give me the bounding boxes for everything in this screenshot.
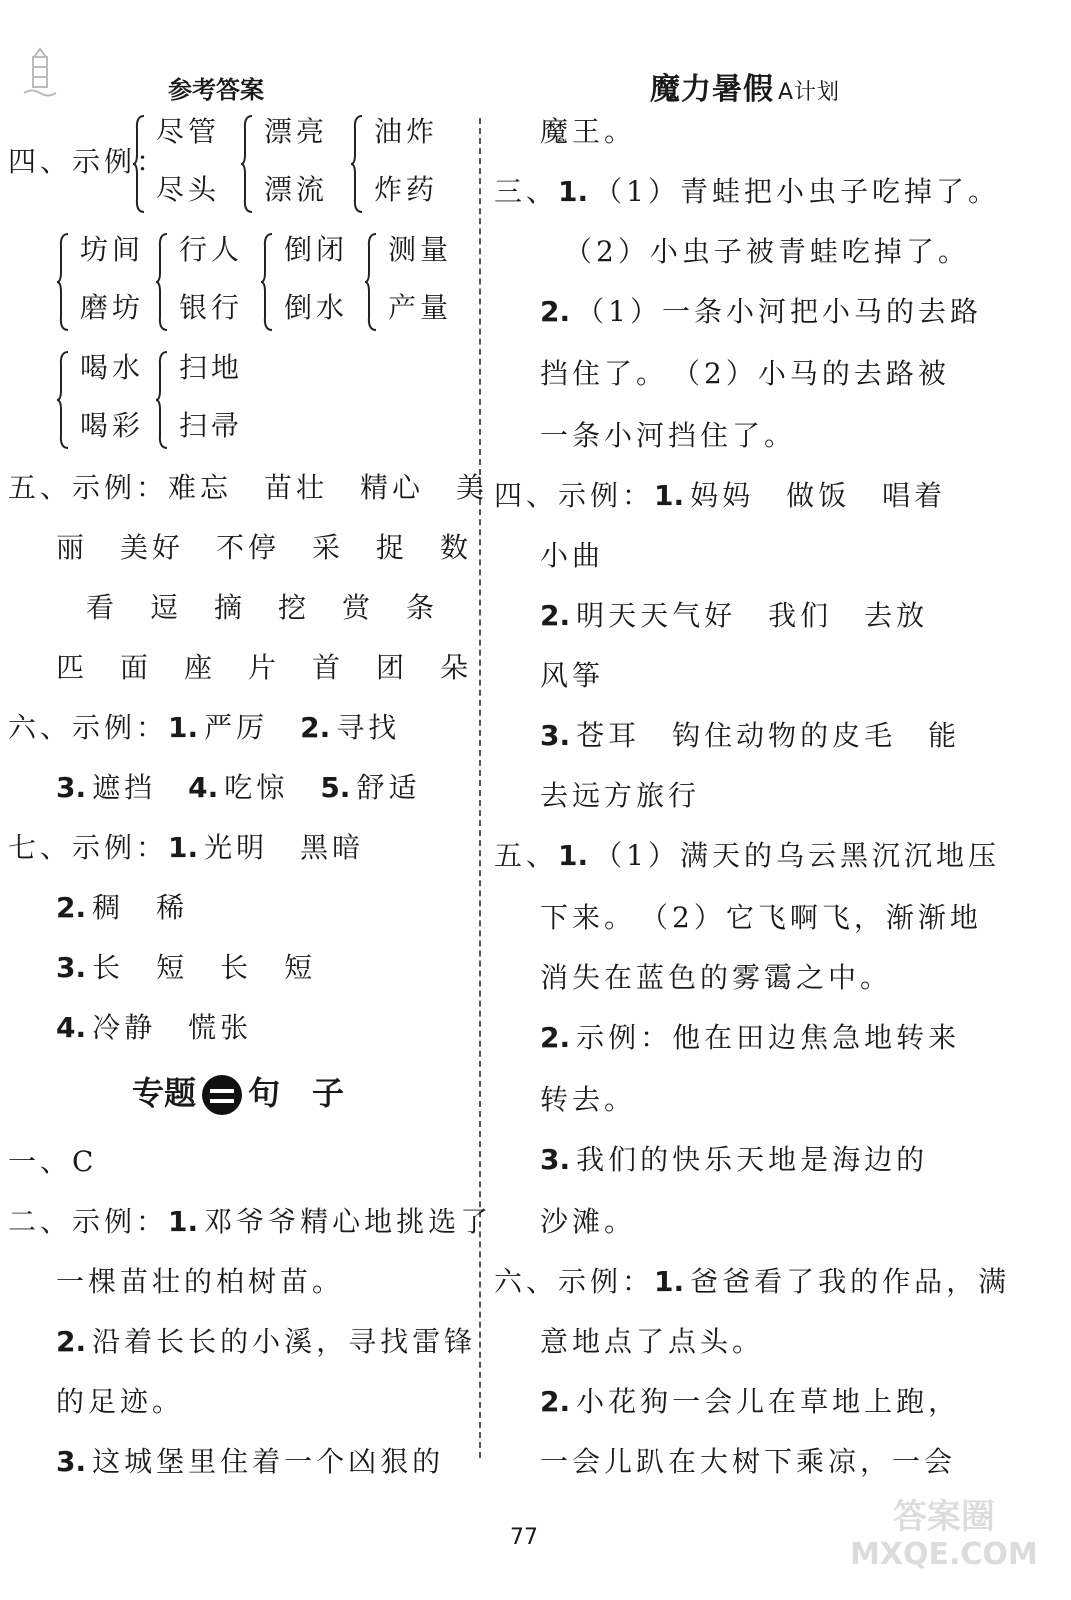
- word-a: 倒闭: [284, 233, 349, 266]
- question-2-line: [8, 1200, 492, 1240]
- item-text: 光明 黑暗: [204, 831, 365, 864]
- right-line: 风筝: [540, 659, 605, 692]
- right-line: 下来。 （2）它飞啊飞，渐渐地: [540, 901, 982, 934]
- question-2-line: [56, 1440, 444, 1480]
- section-5-line: 匹 面 座 片 首 团 朵: [56, 651, 473, 684]
- item-text: （1）满天的乌云黑沉沉地压: [594, 839, 1000, 872]
- question-2-line: 一棵苗壮的柏树苗。: [56, 1265, 345, 1298]
- topic-prefix: 专题: [132, 1074, 197, 1112]
- right-line: 小曲: [540, 539, 605, 572]
- brace-icon: [364, 232, 378, 332]
- right-line: 魔王。: [540, 115, 637, 148]
- word-a: 测量: [388, 233, 453, 266]
- item-number: 3.: [56, 951, 87, 984]
- word-b: 产量: [388, 291, 453, 324]
- question-1: 一、C: [8, 1145, 98, 1178]
- right-line: 转去。: [540, 1083, 637, 1116]
- item-number: 2.: [540, 1385, 571, 1418]
- right-line: 意地点了点头。: [540, 1325, 765, 1358]
- section-5-line: 丽 美好 不停 采 捉 数: [56, 531, 473, 564]
- section-6-line: [56, 766, 420, 806]
- right-line: [494, 170, 1000, 210]
- right-line: [540, 1016, 960, 1056]
- word-a: 扫地: [179, 351, 244, 384]
- right-line: [494, 834, 1000, 874]
- item-text: 苍耳 钩住动物的皮毛 能: [576, 719, 961, 752]
- item-text: 爸爸看了我的作品，满: [690, 1265, 1011, 1298]
- brace-icon: [56, 232, 70, 332]
- item-text: 这城堡里住着一个凶狠的: [92, 1445, 445, 1478]
- section-5-line: 看 逗 摘 挖 赏 条: [86, 591, 439, 624]
- right-line: 一条小河挡住了。: [540, 419, 797, 452]
- item-number: 5.: [320, 771, 351, 804]
- item-text: 我们的快乐天地是海边的: [576, 1143, 929, 1176]
- word-b: 倒水: [284, 291, 349, 324]
- right-line: [494, 474, 946, 514]
- item-text: 小花狗一会儿在草地上跑，: [576, 1385, 961, 1418]
- item-number: 2.: [56, 1325, 87, 1358]
- section-3-label: 三、: [494, 175, 559, 208]
- right-line: 去远方旅行: [540, 779, 701, 812]
- right-line: [540, 714, 960, 754]
- word-a: 尽管: [156, 115, 221, 148]
- brace-icon: [240, 114, 254, 214]
- section-4-label: 四、示例：: [494, 479, 655, 512]
- item-number: 3.: [56, 771, 87, 804]
- section-7-line: [56, 886, 188, 926]
- section-4-label: 四、示例：: [8, 145, 169, 178]
- brace-icon: [260, 232, 274, 332]
- item-number: 2.: [300, 711, 331, 744]
- brand-suffix: A计划: [778, 80, 841, 105]
- brand-name: 魔力暑假: [650, 72, 774, 107]
- topic-title: 句 子: [248, 1074, 345, 1112]
- word-b: 漂流: [264, 173, 329, 206]
- header-title: 参考答案: [168, 76, 264, 104]
- right-line: 一会儿趴在大树下乘凉，一会: [540, 1445, 957, 1478]
- right-line: 消失在蓝色的雾霭之中。: [540, 961, 893, 994]
- item-number: 3.: [540, 1143, 571, 1176]
- section-6-label: 六、示例：: [8, 711, 169, 744]
- brace-icon: [155, 232, 169, 332]
- word-b: 炸药: [374, 173, 439, 206]
- item-text: 严厉: [204, 711, 269, 744]
- right-line: [540, 594, 928, 634]
- page-number: 77: [510, 1525, 538, 1550]
- word-b: 喝彩: [80, 409, 145, 442]
- word-a: 喝水: [80, 351, 145, 384]
- item-number: 1.: [558, 175, 589, 208]
- item-text: 妈妈 做饭 唱着: [690, 479, 947, 512]
- right-line: （2）小虫子被青蛙吃掉了。: [564, 235, 970, 268]
- section-5-label: 五、: [494, 839, 559, 872]
- brace-icon: [56, 350, 70, 450]
- item-text: 冷静 慌张: [92, 1011, 253, 1044]
- item-text: （1）青蛙把小虫子吃掉了。: [594, 175, 1000, 208]
- item-text: 沿着长长的小溪，寻找雷锋: [92, 1325, 477, 1358]
- item-text: 遮挡: [92, 771, 157, 804]
- topic-number-badge-icon: [202, 1075, 242, 1115]
- watermark-text: 答案圈: [892, 1497, 995, 1537]
- section-6-label: 六、示例：: [494, 1265, 655, 1298]
- item-text: 示例：他在田边焦急地转来: [576, 1021, 961, 1054]
- item-text: 明天天气好 我们 去放: [576, 599, 929, 632]
- item-number: 2.: [540, 1021, 571, 1054]
- question-2-line: 的足迹。: [56, 1385, 185, 1418]
- item-number: 3.: [540, 719, 571, 752]
- item-number: 1.: [168, 831, 199, 864]
- section-7-label: 七、示例：: [8, 831, 169, 864]
- brace-icon: [132, 114, 146, 214]
- item-number: 1.: [168, 711, 199, 744]
- item-text: 稠 稀: [92, 891, 189, 924]
- word-a: 行人: [179, 233, 244, 266]
- right-line: [494, 1260, 1010, 1300]
- item-number: 4.: [188, 771, 219, 804]
- brace-icon: [350, 114, 364, 214]
- right-line: [540, 1138, 928, 1178]
- word-b: 尽头: [156, 173, 221, 206]
- right-line: [540, 290, 982, 330]
- section-5-line: 五、示例：难忘 苗壮 精心 美: [8, 471, 489, 504]
- item-number: 2.: [540, 599, 571, 632]
- item-number: 2.: [540, 295, 571, 328]
- item-text: （1）一条小河把小马的去路: [576, 295, 982, 328]
- item-text: 舒适: [356, 771, 421, 804]
- word-a: 油炸: [374, 115, 439, 148]
- question-2-label: 二、示例：: [8, 1205, 169, 1238]
- brand-title: [650, 64, 840, 108]
- item-number: 3.: [56, 1445, 87, 1478]
- item-text: 长 短 长 短: [92, 951, 317, 984]
- watermark-site: MXQE.COM: [850, 1537, 1038, 1572]
- word-b: 磨坊: [80, 291, 145, 324]
- item-number: 1.: [558, 839, 589, 872]
- item-number: 1.: [654, 479, 685, 512]
- brace-icon: [155, 350, 169, 450]
- section-7-line: [56, 1006, 252, 1046]
- section-7-line: [56, 946, 316, 986]
- word-b: 扫帚: [179, 409, 244, 442]
- item-number: 1.: [654, 1265, 685, 1298]
- column-divider: [479, 118, 481, 1458]
- right-line: [540, 1380, 960, 1420]
- word-a: 漂亮: [264, 115, 329, 148]
- item-text: 吃惊: [224, 771, 289, 804]
- word-a: 坊间: [80, 233, 145, 266]
- item-number: 4.: [56, 1011, 87, 1044]
- item-text: 寻找: [336, 711, 401, 744]
- watermark: [850, 1498, 1038, 1574]
- lighthouse-logo-icon: [20, 45, 60, 100]
- item-number: 2.: [56, 891, 87, 924]
- item-text: 邓爷爷精心地挑选了: [204, 1205, 493, 1238]
- section-7-line: [8, 826, 364, 866]
- question-2-line: [56, 1320, 476, 1360]
- topic-heading: [132, 1068, 344, 1115]
- item-number: 1.: [168, 1205, 199, 1238]
- right-line: 沙滩。: [540, 1205, 637, 1238]
- word-b: 银行: [179, 291, 244, 324]
- right-line: 挡住了。 （2）小马的去路被: [540, 357, 950, 390]
- section-6-line: [8, 706, 400, 746]
